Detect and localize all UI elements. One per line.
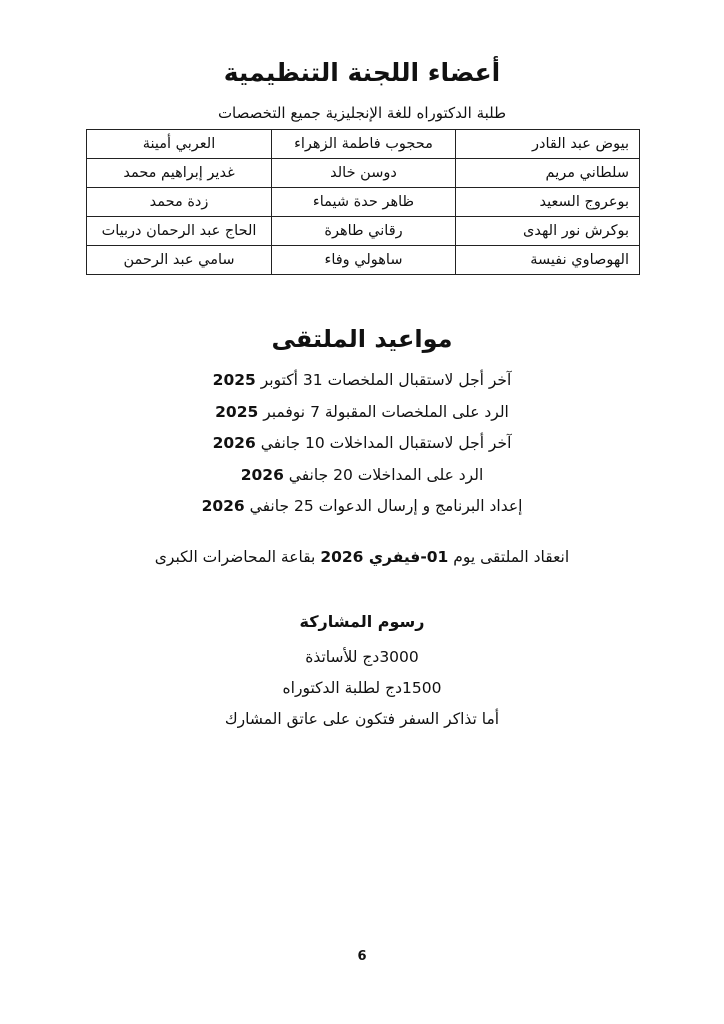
table-cell: ساهولي وفاء <box>272 246 456 275</box>
table-cell: بيوض عبد القادر <box>456 130 640 159</box>
deadline-text: الرد على المداخلات 20 جانفي <box>288 465 484 484</box>
table-cell: زدة محمد <box>87 188 272 217</box>
fees-title: رسوم المشاركة <box>299 612 425 631</box>
table-cell: سلطاني مريم <box>456 159 640 188</box>
deadline-item <box>0 365 724 397</box>
deadline-item <box>0 428 724 460</box>
opening-date: 01-فيفري 2026 <box>320 548 449 566</box>
table-cell: الحاج عبد الرحمان دربيات <box>87 217 272 246</box>
deadline-item <box>0 491 724 523</box>
table-row <box>87 246 640 275</box>
deadline-year: 2026 <box>201 497 245 515</box>
table-cell: غدير إبراهيم محمد <box>87 159 272 188</box>
deadline-year: 2025 <box>215 402 259 421</box>
table-cell: سامي عبد الرحمن <box>87 246 272 275</box>
fee-item: 3000دج للأساتذة <box>305 648 419 666</box>
deadline-year: 2026 <box>240 465 284 484</box>
table-cell: ظاهر حدة شيماء <box>272 188 456 217</box>
table-cell: محجوب فاطمة الزهراء <box>272 130 456 159</box>
deadline-text: آخر أجل لاستقبال الملخصات 31 أكتوبر <box>260 371 512 389</box>
fee-item: 1500دج لطلبة الدكتوراه <box>282 679 442 697</box>
deadline-year: 2025 <box>212 371 256 389</box>
table-row <box>87 159 640 188</box>
deadline-item <box>0 460 724 492</box>
deadline-item <box>0 397 724 429</box>
deadline-year: 2026 <box>212 434 256 452</box>
fee-item: أما تذاكر السفر فتكون على عاتق المشارك <box>224 710 500 728</box>
page-number: 6 <box>357 949 367 964</box>
opening-prefix: انعقاد الملتقى يوم <box>453 548 570 566</box>
table-row <box>87 130 640 159</box>
committee-table <box>86 129 640 275</box>
table-cell: الهوصاوي نفيسة <box>456 246 640 275</box>
table-row <box>87 217 640 246</box>
opening-statement <box>0 548 724 566</box>
committee-title: أعضاء اللجنة التنظيمية <box>223 58 501 87</box>
table-row <box>87 188 640 217</box>
deadlines-list <box>0 365 724 523</box>
committee-subtitle: طلبة الدكتوراه للغة الإنجليزية جميع التخصصات <box>217 104 507 122</box>
opening-suffix: بقاعة المحاضرات الكبرى <box>154 548 316 566</box>
deadlines-title: مواعيد الملتقى <box>271 325 453 353</box>
deadline-text: إعداد البرنامج و إرسال الدعوات 25 جانفي <box>249 497 523 515</box>
table-cell: دوسن خالد <box>272 159 456 188</box>
table-cell: العربي أمينة <box>87 130 272 159</box>
table-cell: بوعروج السعيد <box>456 188 640 217</box>
table-cell: رقاني طاهرة <box>272 217 456 246</box>
deadline-text: آخر أجل لاستقبال المداخلات 10 جانفي <box>260 434 512 452</box>
deadline-text: الرد على الملخصات المقبولة 7 نوفمبر <box>263 402 509 421</box>
fees-list <box>0 642 724 735</box>
table-cell: بوكرش نور الهدى <box>456 217 640 246</box>
